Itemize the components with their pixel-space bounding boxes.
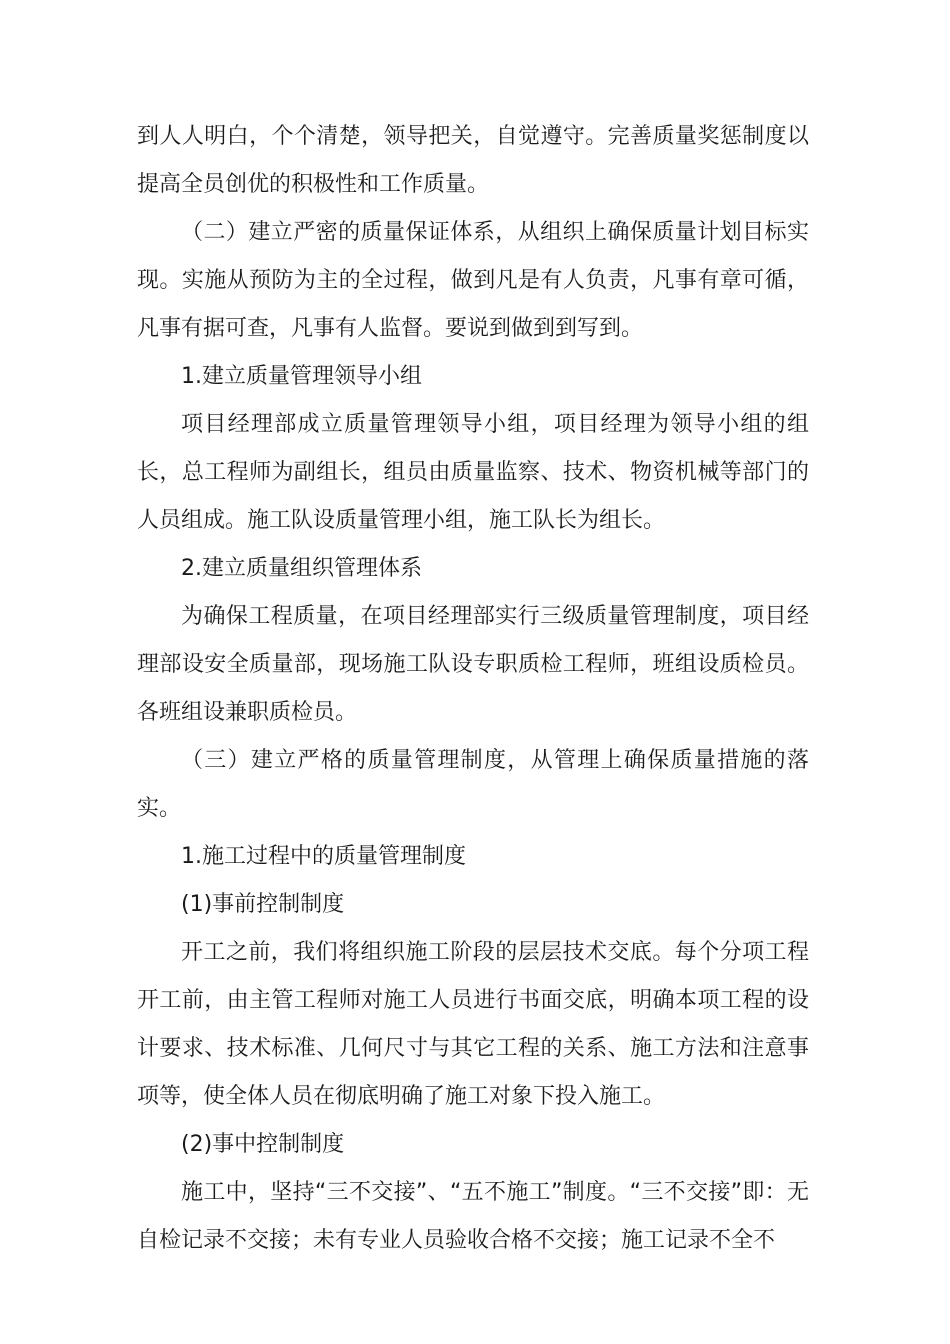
paragraph-in-process-control-body: 施工中，坚持“三不交接”、“五不施工”制度。“三不交接”即：无自检记录不交接；未有专业人员验收合格不交接；施工记录不全不 [137, 1180, 809, 1253]
document-body [137, 113, 809, 1265]
paragraph-process-management-title: 1.施工过程中的质量管理制度 [181, 844, 466, 869]
paragraph-organization-system-title: 2.建立质量组织管理体系 [181, 556, 422, 581]
paragraph-leadership-group-body: 项目经理部成立质量管理领导小组，项目经理为领导小组的组长，总工程师为副组长，组员由质量监察、技术、物资机械等部门的人员组成。施工队设质量管理小组，施工队长为组长。 [137, 412, 809, 533]
paragraph-section-two-heading: （二）建立严密的质量保证体系，从组织上确保质量计划目标实现。实施从预防为主的全过程，做到凡是有人负责，凡事有章可循，凡事有据可查，凡事有人监督。要说到做到到写到。 [137, 220, 809, 341]
paragraph-quality-reward: 到人人明白，个个清楚，领导把关，自觉遵守。完善质量奖惩制度以提高全员创优的积极性和工作质量。 [137, 124, 809, 197]
paragraph-pre-control-body: 开工之前，我们将组织施工阶段的层层技术交底。每个分项工程开工前，由主管工程师对施工人员进行书面交底，明确本项工程的设计要求、技术标准、几何尺寸与其它工程的关系、施工方法和注意事项等，使全体人员在彻底明确了施工对象下投入施工。 [137, 940, 809, 1109]
paragraph-leadership-group-title: 1.建立质量管理领导小组 [181, 364, 422, 389]
paragraph-in-process-control-title: (2)事中控制制度 [181, 1132, 345, 1157]
paragraph-section-three-heading: （三）建立严格的质量管理制度，从管理上确保质量措施的落实。 [137, 748, 809, 821]
paragraph-pre-control-title: (1)事前控制制度 [181, 892, 345, 917]
paragraph-organization-system-body: 为确保工程质量，在项目经理部实行三级质量管理制度，项目经理部设安全质量部，现场施工队设专职质检工程师，班组设质检员。各班组设兼职质检员。 [137, 604, 809, 725]
